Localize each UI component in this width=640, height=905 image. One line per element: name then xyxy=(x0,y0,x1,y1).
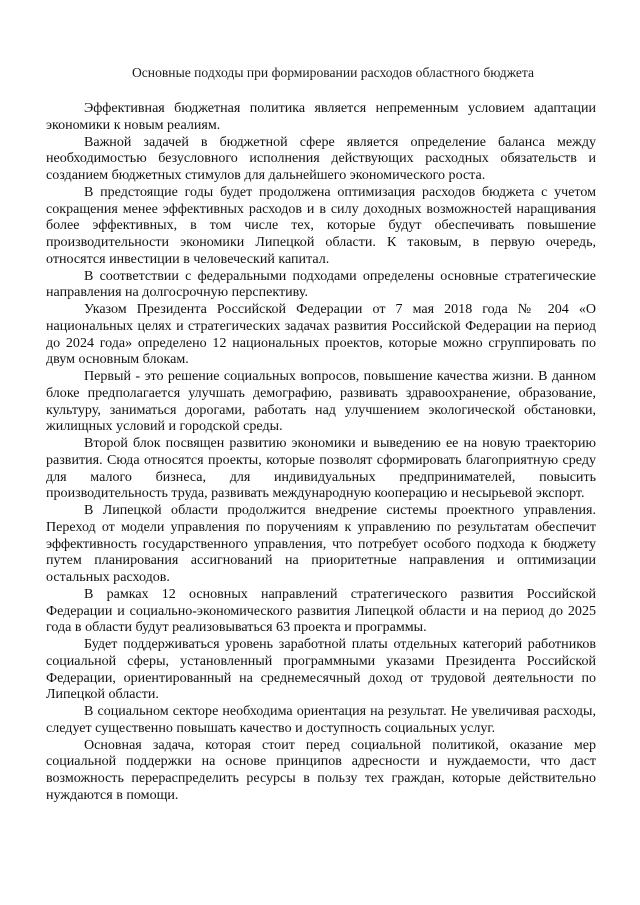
paragraph: В социальном секторе необходима ориентация на результат. Не увеличивая расходы, следует существенно повышать качество и доступность социальных услуг. xyxy=(46,703,596,736)
paragraph: В рамках 12 основных направлений стратегического развития Российской Федерации и социально-экономического развития Липецкой области и на период до 2025 года в области будут реализовываться 63 проекта и программы. xyxy=(46,585,596,636)
paragraph: Второй блок посвящен развитию экономики и выведению ее на новую траекторию развития. Сюда относятся проекты, которые позволят сформировать благоприятную среду для малого бизнеса, для индивидуальных предпринимателей, повысить производительность труда, развивать международную кооперацию и несырьевой экспорт. xyxy=(46,435,596,502)
paragraph: В соответствии с федеральными подходами определены основные стратегические направления на долгосрочную перспективу. xyxy=(46,267,596,301)
paragraph: Указом Президента Российской Федерации от 7 мая 2018 года № 204 «О национальных целях и стратегических задачах развития Российской Федерации на период до 2024 года» определено 12 национальных проектов, которые можно сгруппировать по двум основным блокам. xyxy=(46,301,596,368)
paragraph: В предстоящие годы будет продолжена оптимизация расходов бюджета с учетом сокращения менее эффективных расходов и в силу доходных возможностей наращивания более эффективных, в том числе тех, которые будут обеспечивать повышение производительности экономики Липецкой области. К таковым, в первую очередь, относятся инвестиции в человеческий капитал. xyxy=(46,183,596,267)
paragraph: Будет поддерживаться уровень заработной платы отдельных категорий работников социальной сферы, установленный программными указами Президента Российской Федерации, ориентированный на среднемесячный доход от трудовой деятельности по Липецкой области. xyxy=(46,636,596,703)
document-body xyxy=(46,100,596,804)
paragraph: Основная задача, которая стоит перед социальной политикой, оказание мер социальной поддержки на основе принципов адресности и нуждаемости, что даст возможность перераспределить ресурсы в пользу тех граждан, которые действительно нуждаются в помощи. xyxy=(46,736,596,803)
paragraph: Первый - это решение социальных вопросов, повышение качества жизни. В данном блоке предполагается улучшать демографию, развивать здравоохранение, образование, культуру, заниматься дорогами, работать над улучшением экологической обстановки, жилищных условий и городской среды. xyxy=(46,368,596,435)
paragraph: В Липецкой области продолжится внедрение системы проектного управления. Переход от модели управления по поручениям к управлению по результатам обеспечит эффективность государственного управления, что потребует особого подхода к бюджету путем планирования ассигнований на приоритетные направления и оптимизации остальных расходов. xyxy=(46,502,596,585)
paragraph: Важной задачей в бюджетной сфере является определение баланса между необходимостью безусловного исполнения действующих расходных обязательств и созданием бюджетных стимулов для дальнейшего экономического роста. xyxy=(46,133,596,183)
paragraph: Эффективная бюджетная политика является непременным условием адаптации экономики к новым реалиям. xyxy=(46,100,596,133)
document-title: Основные подходы при формировании расходов областного бюджета xyxy=(131,65,535,80)
